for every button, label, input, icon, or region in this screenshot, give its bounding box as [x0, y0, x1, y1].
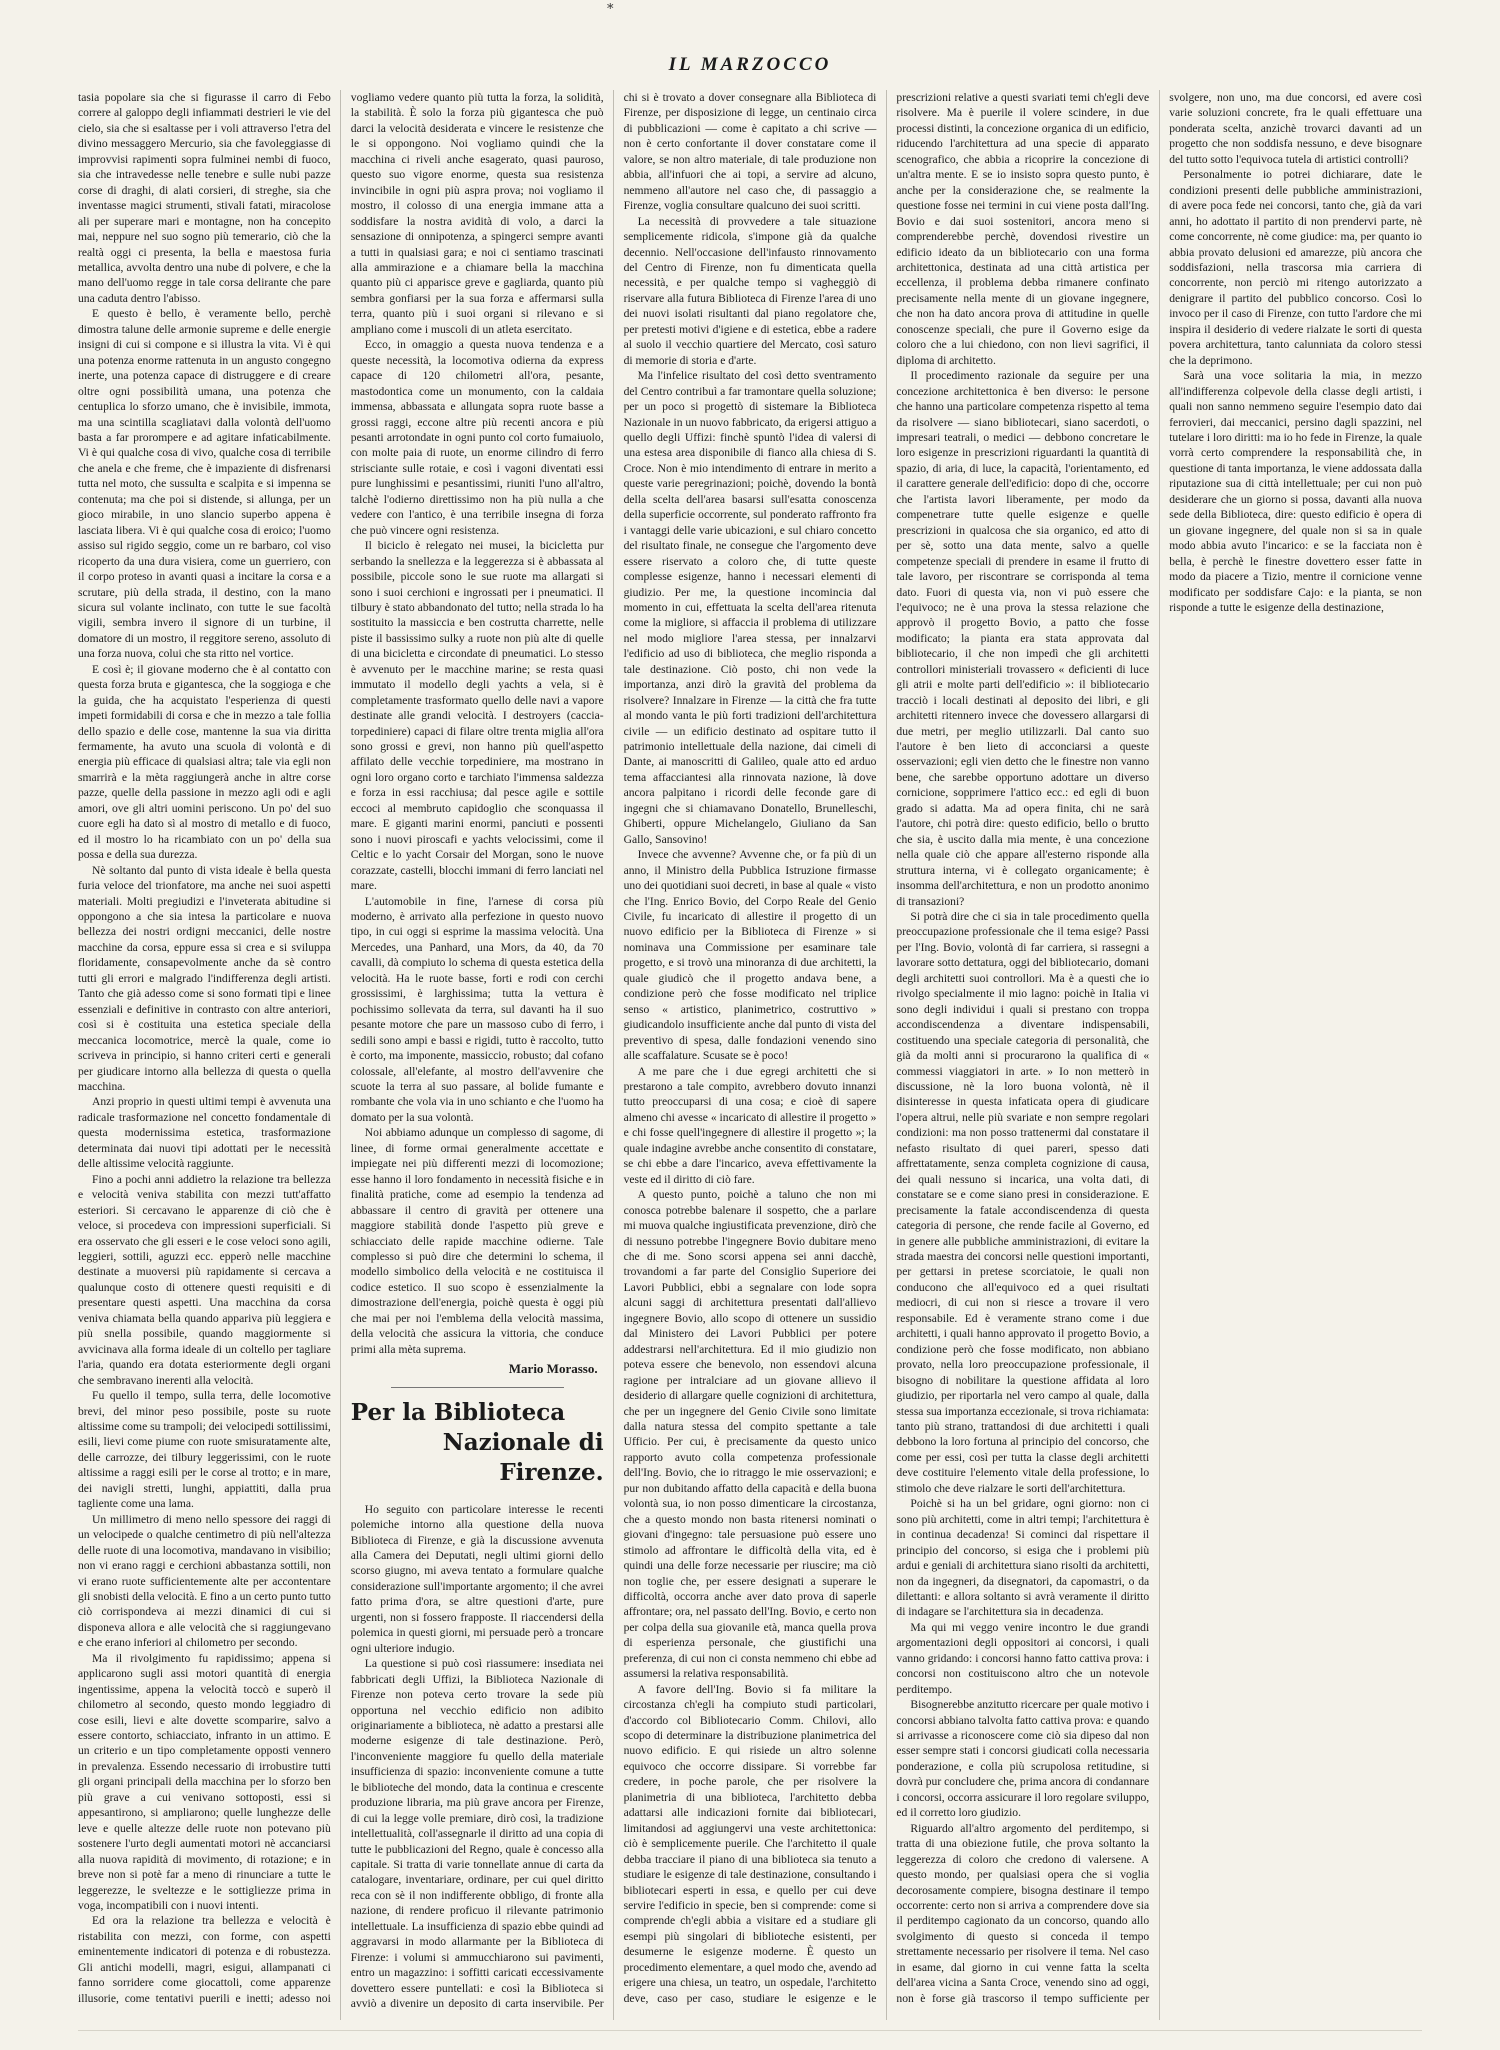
paragraph: Invece che avvenne? Avvenne che, or fa più di un anno, il Ministro della Pubblica Istruzione firmasse uno dei quotidiani suoi decreti, in base al quale « visto che l'Ing. Enrico Bovio, del Corpo Reale del Genio Civile, fu incaricato di allestire il progetto di un nuovo edificio per la Biblioteca di Firenze » si nominava una Commissione per esaminare tale progetto, e si trovò una minoranza di due architetti, la quale giudicò che il progetto andava bene, a condizione però che fosse modificato nel triplice senso « artistico, planimetrico, costruttivo » giudicandolo insufficiente anche dal punto di vista del preventivo di spesa, dalle fondazioni venendo sino alle scaffalature. Scusate se è poco!: [623, 848, 877, 1063]
paragraph: Bisognerebbe anzitutto ricercare per quale motivo i concorsi abbiano talvolta fatto cattiva prova: e quando si arrivasse a riconoscere come ciò sia dipeso dal non esser sempre stati i concorsi giudicati colla necessaria ponderazione, e colla più scrupolosa retitudine, si dovrà pur concludere che, prima ancora di condannare i concorsi, occorra assicurare il loro regolare sviluppo, ed il corretto loro giudizio.: [896, 1698, 1150, 1820]
article-title-line-2: Nazionale di Firenze.: [442, 1428, 604, 1486]
paragraph: Ecco, in omaggio a questa nuova tendenza e a queste necessità, la locomotiva odierna da express capace di 120 chilometri all'ora, pesante, mastodontica come un monumento, con la caldaia immensa, abbassata e allungata sopra ruote basse a grossi raggi, eccone altre più recenti ancora e più pesanti arrotondate in ogni punto col corto fumaiuolo, con molte paia di ruote, un enorme cilindro di ferro strisciante sulle rotaie, e così i vagoni diventati essi pure lunghissimi e pesantissimi, riuniti l'uno all'altro, talchè l'odierno direttissimo non ha più nulla a che vedere con l'antico, è una terribile insegna di forza che può vincere ogni resistenza.: [350, 338, 604, 537]
paragraph: Riguardo all'altro argomento del perditempo, si tratta di una obiezione futile, che prova soltanto la leggerezza di coloro che credono di valersene. A questo mondo, per qualsiasi opera che si voglia decorosamente compiere, bisogna destinare il tempo occorrente: certo non si arriva a comprendere dove sia il perditempo cagionato da un concorso, quando allo svolgimento di questo si conceda il tempo strettamente necessario per risolvere il tema. Nel caso in esame, dal giorno in cui venne fatta la scelta dell'area vicina a Santa Croce, venendo sino ad oggi, non è forse già trascorso il tempo sufficiente per svolgere, non uno, ma due concorsi, ed avere così varie soluzioni concrete, fra le quali effettuare una ponderata scelta, anzichè trovarci davanti ad un progetto che non soddisfa nessuno, e deve bisognare del tutto sotto l'equivoca tutela di artistici controlli?: [896, 91, 1422, 2005]
paragraph: Il procedimento razionale da seguire per una concezione architettonica è ben diverso: le persone che hanno una particolare competenza rispetto al tema da risolvere — siano bibliotecari, siano sacerdoti, o impresari teatrali, o medici — debbono concretare le loro esigenze in prescrizioni riguardanti la quantità di spazio, di aria, di luce, la capacità, l'orientamento, ed il carattere generale dell'edificio: dopo di che, occorre che l'artista lavori liberamente, per modo da compenetrare tutte quelle esigenze e quelle prescrizioni in qualcosa che sia organico, ed atto di per sè, sotto una data mente, salvo a quelle competenze speciali di prendere in esame il frutto di tale lavoro, per riscontrare se corrisponda al tema dato. Fuori di questa via, non vi può essere che l'equivoco; ne è una prova la stessa relazione che approvò il progetto Bovio, a patto che fosse modificato; la pianta era stata approvata dal bibliotecario, il che non impedì che gli architetti controllori ministeriali trovassero « deficienti di luce gli atrii e molte parti dell'edificio »: il bibliotecario tracciò i locali destinati al deposito dei libri, e gli architetti ritennero invece che dovessero allargarsi di due metri, per meglio utilizzarli. Dal canto suo l'autore è ben lieto di acconciarsi a queste osservazioni; egli vien detto che le finestre non vanno bene, che sarebbe opportuno adottare un diverso cornicione, sopprimere l'attico ecc.: ed egli di buon grado si adatta. Ma ad opera finita, chi ne sarà l'autore, chi potrà dire: questo edificio, bello o brutto che sia, è uscito dalla mia mente, è una concezione nella quale ciò che appare all'esterno risponde alla struttura interna, vi è collegato organicamente; è insomma dell'architettura, e non un prodotto anonimo di transazioni?: [896, 369, 1150, 908]
paragraph: Fu quello il tempo, sulla terra, delle locomotive brevi, del minor peso possibile, poste su ruote altissime come su trampoli; dei velocipedi sottilissimi, esili, lievi come piume con ruote smisuratamente alte, delle carrozze, dei tilbury leggerissimi, con le ruote altissime a raggi esili per le corse al trotto; e in mare, dei navigli stretti, lunghi, appiattiti, dalla prua tagliente come una lama.: [78, 1389, 331, 1511]
article-title: [351, 1398, 604, 1488]
paragraph: La necessità di provvedere a tale situazione semplicemente ridicola, s'impone già da qualche decennio. Nell'occasione dell'infausto rinnovamento del Centro di Firenze, non fu dimenticata quella necessità, e per qualche tempo si vagheggiò di riservare alla futura Biblioteca di Firenze l'area di uno dei nuovi isolati risultanti dal piano regolatore che, per pretesti motivi d'igiene e di estetica, ebbe a radere al suolo il vecchio quartiere del Mercato, così saturo di memorie di storia e d'arte.: [623, 214, 877, 367]
article-divider: [391, 1387, 564, 1388]
top-print-mark: *: [607, 2, 614, 17]
article-columns: [78, 90, 1422, 2020]
paragraph: A questo punto, poichè a taluno che non mi conosca potrebbe balenare il sospetto, che a parlare mi muova qualche ingiustificata prevenzione, dirò che di nessuno potrebbe l'ingegnere Bovio dubitare meno che di me. Sono scorsi appena sei anni dacchè, trovandomi a far parte del Consiglio Superiore dei Lavori Pubblici, ebbi a segnalare con lode sopra alcuni saggi di architettura presentati dall'allievo ingegnere Bovio, allo scopo di ottenere un sussidio dal Ministero dei Lavori Pubblici per potere addestrarsi nell'architettura. Ed il mio giudizio non poteva essere che benevolo, non essendovi alcuna ragione per intralciare ad un giovane allievo il desiderio di allargare quelle cognizioni di architettura, che per un ingegnere del Genio Civile sono limitate dalla natura stessa del compito spettante a tale Ufficio. Per cui, è precisamente da questo unico rapporto avuto colla competenza professionale dell'Ing. Bovio, che io ritraggo le mie osservazioni; e pur non dubitando affatto della capacità e della buona volontà sua, io non posso dimenticare la circostanza, che a questo mondo non basta ritenersi nominati o giovani d'ingegno: tale persuasione può essere uno stimolo ad affrontare le difficoltà della vita, ed è quindi una delle forze necessarie per riuscire; ma ciò non toglie che, per essere designati a superare le difficoltà, occorra anche aver dato prova di saperle affrontare; ora, nel passato dell'Ing. Bovio, e certo non per colpa della sua giovanile età, manca quella prova di esperienza personale, che giustifichi una preferenza, di cui non ci consta nemmeno chi ebbe ad assumersi la relativa responsabilità.: [623, 1188, 877, 1681]
bottom-rule: [78, 2030, 1422, 2031]
author-signature: Mario Morasso.: [508, 1361, 598, 1377]
paragraph: Si potrà dire che ci sia in tale procedimento quella preoccupazione professionale che il tema esige? Passi per l'Ing. Bovio, volontà di far carriera, si rassegni a lavorare sotto dettatura, oggi del bibliotecario, domani degli architetti suoi controllori. Ma è a questi che io rivolgo specialmente il mio lagno: poichè in Italia vi sono degli individui i quali si prestano con troppa accondiscendenza a diventare indispensabili, costituendo una speciale categoria di personalità, che già da molti anni si procurarono la qualifica di « commessi viaggiatori in arte. » Io non metterò in discussione, nè la loro buona volontà, nè il disinteresse in questa infaticata opera di giudicare l'opera altrui, nelle più svariate e non sempre regolari condizioni: ma non posso trattenermi dal constatare il nefasto risultato di quei pareri, spesso dati affrettatamente, senza completa cognizione di causa, dei quali nessuno si incarica, una volta dati, di constatare se e come siano presi in considerazione. E precisamente la fatale accondiscendenza di questa categoria di persone, che rende facile al Governo, ed in genere alle pubbliche amministrazioni, di evitare la strada maestra dei concorsi nelle questioni importanti, per gettarsi in pretese scorciatoie, le quali non conducono che all'equivoco ed a quei risultati mediocri, di cui non si riesce a trovare il vero responsabile. Ed è veramente strano come i due architetti, i quali hanno approvato il progetto Bovio, a condizione però che fosse modificato, non abbiano provato, nella loro preoccupazione professionale, il bisogno di nobilitare la questione affidata al loro giudizio, per riportarla nel vero campo al quale, dalla stessa sua importanza eccezionale, si trova richiamata: tanto più strano, trattandosi di due architetti i quali debbono la loro fortuna al principio del concorso, che come per essi, così per tutta la classe degli architetti deve costituire l'elemento vitale della professione, lo stimolo che deve rialzare le sorti dell'architettura.: [896, 910, 1150, 1495]
paragraph: E così è; il giovane moderno che è al contatto con questa forza bruta e gigantesca, che la soggioga e che la guida, che ha acquistato l'esperienza di questi impeti formidabili di corsa e che in mezzo a tale follia dello spazio e delle cose, mantenne la sua via diritta fermamente, ha avuto una scuola di volontà e di energia più efficace di qualsiasi altra; tale via egli non smarrirà e la mèta raggiungerà anche in altre corse pazze, quelle della passione in mezzo agli odi e agli amori, ove gli altri uomini periscono. Un po' del suo cuore egli ha dato sì al mostro di metallo e di fuoco, ed il mostro lo ha ricambiato con un po' della sua possa e della sua durezza.: [78, 662, 331, 862]
paragraph: tasia popolare sia che si figurasse il carro di Febo correre al galoppo degli infiammati destrieri le vie del cielo, sia che si esaltasse per i voli attraverso l'etra del divino messaggero Mercurio, sia che favoleggiasse di improvvisi rapimenti sopra fulminei nembi di fuoco, sia che intravedesse nelle tenebre e sulle nubi pazze corse di draghi, di alati corsieri, di streghe, sia che inventasse magici strumenti, stivali fatati, miracolose ali per superare mari e montagne, non ha concepito mai, neppure nel suo sogno più temerario, ciò che la realtà oggi ci presenta, la bella e maestosa furia metallica, avvolta dentro una nube di polvere, e che la mano dell'uomo regge in tale corsa delirante che pare una caduta dentro l'abisso.: [78, 91, 331, 305]
paragraph: Anzi proprio in questi ultimi tempi è avvenuta una radicale trasformazione nel concetto fondamentale di questa modernissima estetica, trasformazione determinata dai nuovi tipi adottati per le necessità delle altissime velocità raggiunte.: [78, 1095, 331, 1171]
paragraph: Nè soltanto dal punto di vista ideale è bella questa furia veloce del trionfatore, ma anche nei suoi aspetti materiali. Molti pregiudizi e l'inveterata abitudine si oppongono a che sia intesa la particolare e nuova bellezza dei nostri ordigni meccanici, delle nostre macchine da corsa, eppure essa si crea e si sviluppa floridamente, consapevolmente anche da sè contro tutti gli errori e malgrado l'indifferenza degli artisti. Tanto che già adesso come si sono formati tipi e linee essenziali e definitive in contrasto con altre anteriori, così si è costituita una estetica speciale della meccanica locomotrice, mercè la quale, come io scriveva in principio, si hanno criteri certi e generali per giudicare intorno alla bellezza di questa o quella macchina.: [78, 863, 331, 1093]
paragraph: Un millimetro di meno nello spessore dei raggi di un velocipede o qualche centimetro di più nell'altezza delle ruote di una locomotiva, mandavano in visibilio; non vi erano raggi e cerchioni abbastanza sottili, non vi erano ruote sufficientemente alte per accontentare gli snobisti della velocità. E fino a un certo punto tutto ciò corrispondeva ai mezzi dinamici di cui si disponeva allora e alle velocità che si raggiungevano e che erano inferiori al chilometro per secondo.: [78, 1512, 331, 1650]
paragraph: Noi abbiamo adunque un complesso di sagome, di linee, di forme ormai generalmente accettate e impiegate nei più differenti mezzi di locomozione; esse hanno il loro fondamento in necessità fisiche e in finalità pratiche, come ad esempio la tendenza ad abbassare il centro di gravità per ottenere una maggiore stabilità donde l'aspetto più greve e schiacciato delle rapide macchine odierne. Tale complesso si può dire che determini lo schema, il modello simbolico della velocità e ne costituisca il codice estetico. Il suo scopo è essenzialmente la dimostrazione dell'energia, poichè questa è oggi più che mai per noi l'emblema della velocità massima, della velocità che assicura la vittoria, che conduce primi alla mèta suprema.: [350, 1126, 604, 1356]
paragraph: Sarà una voce solitaria la mia, in mezzo all'indifferenza colpevole della classe degli artisti, i quali non sanno nemmeno seguire l'esempio dato dai ferrovieri, dai meccanici, persino dagli spazzini, nel tutelare i loro diritti: ma io ho fede in Firenze, la quale vorrà certo comprendere la responsabilità che, in questione di tanta importanza, le viene addossata dalla riputazione sua di città intellettuale; per cui non può desiderare che un giorno si possa, davanti alla nuova sede della Biblioteca, dire: questo edificio è opera di un giovane ingegnere, del quale non si sa in quale modo abbia avuto l'incarico: e se la facciata non è bella, è perchè le finestre dovettero esser fatte in modo da piacere a Tizio, mentre il cornicione venne modificato per soddisfare Cajo: e la pianta, se non risponde a tutte le esigenze della destinazione,: [1169, 369, 1422, 614]
article-title-line-1: Per la Biblioteca: [350, 1398, 566, 1426]
paragraph: Ma il rivolgimento fu rapidissimo; appena si applicarono sugli assi motori quantità di energia ingentissime, appena la velocità toccò e superò il chilometro al secondo, questo mondo leggiadro di cose esili, lievi e alte dovette scomparire, salvo a essere contorto, schiacciato, infranto in un attimo. E un criterio e un tipo completamente opposti vennero in prevalenza. Essendo necessario di irrobustire tutti gli organi principali della macchina per lo sforzo ben più grave a cui venivano sottoposti, essi si appesantirono, si ampliarono; quelle lunghezze delle leve e quelle altezze delle ruote non potevano più sostenere l'urto degli aumentati motori nè accanciarsi alla nuova rapidità di movimento, di rotazione; e in breve non si potè far a meno di rinunciare a tutte le leggerezze, le sveltezze e le sottigliezze prima in voga, incompatibili con i nuovi intenti.: [78, 1651, 331, 1913]
page-header: IL MARZOCCO: [668, 54, 832, 75]
paragraph: Fino a pochi anni addietro la relazione tra bellezza e velocità veniva stabilita con mezzi tutt'affatto esteriori. Si cercavano le apparenze di ciò che è veloce, si procedeva con impressioni superficiali. Si era osservato che gli esseri e le cose veloci sono agili, leggieri, sottili, aguzzi ecc. epperò nelle macchine destinate a muoversi più rapidamente si cercava a qualunque costo di ottenere questi requisiti e di presentare questi aspetti. Una macchina da corsa veniva chiamata bella quando appariva più leggiera e più snella possibile, quando maggiormente si avvicinava alla forma ideale di un coltello per tagliare l'aria, quando era dotata esteriormente degli organi che sembravano inerenti alla velocità.: [78, 1172, 331, 1387]
paragraph: E questo è bello, è veramente bello, perchè dimostra talune delle armonie supreme e delle energie insigni di cui si compone e si illustra la vita. Vi è qui una potenza enorme rattenuta in un angusto congegno inerte, una potenza capace di distruggere e di creare oltre ogni possibilità umana, una potenza che centuplica lo sforzo umano, che è invisibile, immota, ma una scintilla scagliatavi dalla volontà dell'uomo basta a far prorompere e ad agitare infaticabilmente. Vi è qui qualche cosa di vivo, qualche cosa di terribile che anela e che freme, che è impaziente di disfrenarsi tutta nel moto, che sussulta e scalpita e si impenna se contenuta; ma che poi si distende, si allunga, per un gioco mirabile, in uno slancio superbo appena è lasciata libera. Vi è qui qualche cosa di eroico; l'uomo assiso sul rigido seggio, come un re barbaro, col viso ricoperto da una dura visiera, come un guerriero, con il corpo proteso in avanti quasi a incitare la corsa e a scrutare, più della strada, il destino, con la mano sicura sul volante inclinato, con tutte le sue facoltà vigili, sembra invero il signore di un turbine, il domatore di un mostro, il reggitore sereno, assoluto di una forza nuova, colui che sta ritto nel vortice.: [78, 307, 331, 661]
paragraph: L'automobile in fine, l'arnese di corsa più moderno, è arrivato alla perfezione in questo nuovo tipo, in cui oggi si esprime la massima velocità. Una Mercedes, una Panhard, una Mors, da 40, da 70 cavalli, dà compiuto lo schema di questa estetica della velocità. Ha le ruote basse, forti e rodi con cerchi grossissimi, è larghissima; tutta la vettura è pochissimo sollevata da terra, sul davanti ha il suo pesante motore che pare un massoso cubo di ferro, i sedili sono ampi e bassi e rigidi, tutto è raccolto, tutto è corto, ma imponente, massiccio, robusto; dal cofano colossale, all'elefante, al mostro dell'avvenire che scuote la terra al suo passare, al bolide fumante e rombante che vola via in uno schianto e che l'uomo ha domato per la sua volontà.: [350, 894, 604, 1124]
paragraph: A me pare che i due egregi architetti che si prestarono a tale compito, avrebbero dovuto innanzi tutto preoccuparsi di una cosa; e cioè di sapere almeno chi avesse « incaricato di allestire il progetto » e chi fosse quell'ingegnere di allestire il progetto »; la quale indagine avrebbe anche consentito di constatare, se chi ebbe a dare l'incarico, aveva effettivamente la veste ed il diritto di ciò fare.: [623, 1064, 877, 1186]
paragraph: Ma qui mi veggo venire incontro le due grandi argomentazioni degli oppositori ai concorsi, i quali vanno gridando: i concorsi hanno fatto cattiva prova: i concorsi non costituiscono altro che un notevole perditempo.: [896, 1620, 1150, 1696]
paragraph: Ma l'infelice risultato del così detto sventramento del Centro contribuì a far tramontare quella soluzione; per un poco si progettò di sistemare la Biblioteca Nazionale in un nuovo fabbricato, da erigersi attiguo a quello degli Uffizi: finchè spuntò l'idea di valersi di una estesa area disponibile di fianco alla chiesa di S. Croce. Non è mio intendimento di entrare in merito a queste varie peregrinazioni; poichè, dovendo la bontà della scelta dell'area basarsi sull'esatta conoscenza della superficie occorrente, sul ponderato raffronto fra i vantaggi delle varie ubicazioni, e sul chiaro concetto del risultato finale, ne consegue che l'argomento deve essere riservato a coloro che, di tutte queste complesse esigenze, hanno i necessari elementi di giudizio. Per me, la questione incomincia dal momento in cui, effettuata la scelta dell'area ritenuta come la migliore, si affaccia il problema di utilizzare nel modo migliore l'area stessa, per innalzarvi l'edificio ad uso di biblioteca, che meglio risponda a tale destinazione. Ciò posto, chi non vede la importanza, anzi dirò la gravità del problema da risolvere? Innalzare in Firenze — la città che fra tutte al mondo vanta le più forti tradizioni dell'architettura civile — un edificio destinato ad ospitare tutto il patrimonio intellettuale della nazione, dai cimeli di Dante, ai manoscritti di Galileo, quale atto ed arduo tema affacciantesi alla rinnovata nazione, là dove ancora palpitano i ricordi delle feconde gare di ingegni che si chiamavano Donatello, Brunelleschi, Ghiberti, oppure Michelangelo, Giuliano da San Gallo, Sansovino!: [623, 369, 877, 846]
paragraph: La questione si può così riassumere: insediata nei fabbricati degli Uffizi, la Biblioteca Nazionale di Firenze non poteva certo trovare la sede più opportuna nel vecchio edificio non adibito originariamente a biblioteca, nè adatto a prestarsi alle moderne esigenze di tale destinazione. Però, l'inconveniente maggiore fu quello della materiale insufficienza di spazio: inconveniente comune a tutte le biblioteche del mondo, data la continua e crescente produzione libraria, ma più grave ancora per Firenze, di cui la legge volle premiare, dirò così, la tradizione intellettualità, coll'assegnarle il diritto ad una copia di tutte le pubblicazioni del Regno, quale è concesso alla capitale. Si tratta di varie tonnellate annue di carta da catalogare, inventariare, ordinare, per cui quel diritto reca con sè il non indifferente obbligo, di fronte alla nazione, di rendere proficuo il rilevante patrimonio intellettuale. La insufficienza di spazio ebbe quindi ad aggravarsi in modo allarmante per la Biblioteca di Firenze: i volumi si ammucchiarono sui pavimenti, entro un magazzino: i soffitti caricati eccessivamente dovettero essere puntellati: e così la Biblioteca si avviò a divenire un deposito di carta inservibile. Per chi si è trovato a dover consegnare alla Biblioteca di Firenze, per disposizione di legge, un centinaio circa di pubblicazioni — come è capitato a chi scrive — non è certo confortante il dover constatare come il valore, se non altro materiale, di tale produzione non abbia, all'infuori che ai topi, a servire ad alcuno, nemmeno all'autore nel caso che, di passaggio a Firenze, voglia consultare qualcuno dei suoi scritti.: [350, 91, 877, 2011]
paragraph: Personalmente io potrei dichiarare, date le condizioni presenti delle pubbliche amministrazioni, di avere poca fede nei concorsi, tanto che, già da vari anni, ho adottato il partito di non prendervi parte, nè come concorrente, nè come giudice: ma, per quanto io abbia provato delusioni ed amarezze, più ancora che soddisfazioni, nella trascorsa mia carriera di concorrente, non perciò mi ritengo autorizzato a denigrare il partito del pubblico concorso. Così lo invoco per il caso di Firenze, con tutto l'ardore che mi inspira il desiderio di vedere rialzate le sorti di questa povera architettura, tanto calunniata da coloro stessi che la deprimono.: [1169, 168, 1422, 367]
paragraph: Poichè si ha un bel gridare, ogni giorno: non ci sono più architetti, come in altri tempi; l'architettura è in continua decadenza! Si cominci dal rispettare il principio del concorso, si esiga che i problemi più ardui e geniali di architettura siano risolti da architetti, non da ingegneri, da disegnatori, da capomastri, o da dilettanti: e allora soltanto si avrà veramente il diritto di indagare se l'architettura sia in decadenza.: [896, 1497, 1150, 1619]
paragraph: Ed ora la relazione tra bellezza e velocità è ristabilita con mezzi, con forme, con aspetti eminentemente indicatori di potenza e di robustezza. Gli antichi modelli, magri, esigui, allampanati ci fanno sorridere come giocattoli, come apparenze illusorie, come tentativi puerili e inetti; adesso noi vogliamo vedere quanto più tutta la forza, la solidità, la stabilità. È solo la forza più gigantesca che può darci la velocità desiderata e vincere le resistenze che le si oppongono. Noi vogliamo quindi che la macchina ci riveli anche esagerato, quasi pauroso, questo suo vigore enorme, questa sua resistenza invincibile in ogni più aspra prova; noi vogliamo il mostro, il colosso di una energia immane atta a soddisfare la nostra avidità di volo, a darci la sensazione di onnipotenza, a spingerci sempre avanti a tutti in qualsiasi gara; e noi ci sentiamo trascinati alla ammirazione e a chiamare bella la macchina quanto più ci apparisce greve e gagliarda, quanto più sembra gonfiarsi per la sua forza e affermarsi sulla terra, quanto più i suoi organi si rilevano e si ampliano come i muscoli di un atleta esercitato.: [78, 91, 604, 2005]
paragraph: A favore dell'Ing. Bovio si fa militare la circostanza ch'egli ha compiuto studi particolari, d'accordo col Bibliotecario Comm. Chilovi, allo scopo di determinare la distribuzione planimetrica del nuovo edificio. E qui risiede un altro solenne equivoco che occorre dissipare. Si vorrebbe far credere, in poche parole, che per risolvere la planimetria di una biblioteca, l'architetto debba adattarsi alle indicazioni fornite dai bibliotecari, limitandosi ad aggiungervi una veste architettonica: ciò è semplicemente puerile. Che l'architetto il quale debba tracciare il piano di una biblioteca sia tenuto a studiare le esigenze di tale destinazione, consultando i bibliotecari esperti in essa, e quello per cui deve servire l'edificio in specie, ben si comprende: come si comprende ch'egli abbia a visitare ed a studiare gli esempi più singolari di biblioteche esistenti, per desumerne le esigenze moderne. È questo un procedimento elementare, a quel modo che, avendo ad erigere una chiesa, un teatro, un ospedale, l'architetto deve, caso per caso, studiare le esigenze e le prescrizioni relative a questi svariati temi ch'egli deve risolvere. Ma è puerile il volere scindere, in due processi distinti, la concezione organica di un edificio, riducendo l'architettura ad una specie di apparato scenografico, che abbia a ricoprire la concezione di un'altra mente. E se io insisto sopra questo punto, è anche per la considerazione che, se realmente la questione fosse nei termini in cui viene posta dall'Ing. Bovio e dai suoi sostenitori, ancora meno si comprenderebbe perchè, dovendosi rivestire un edificio ideato da un bibliotecario con una forma architettonica, destinata ad una città artistica per eccellenza, il problema debba rimanere confinato precisamente nella mente di un giovane ingegnere, che non ha dato ancora prova di attitudine in quelle conoscenze speciali, che pure il Governo esige da coloro che a lui chiedono, con non lievi sagrifici, il diploma di architetto.: [623, 91, 1150, 2005]
paragraph: Ho seguito con particolare interesse le recenti polemiche intorno alla questione della nuova Biblioteca di Firenze, e già la discussione avvenuta alla Camera dei Deputati, negli ultimi giorni dello scorso giugno, mi aveva tentato a formulare qualche considerazione sull'importante argomento; il che avrei fatto prima d'ora, se altre questioni d'arte, pure urgenti, non si fossero frapposte. Il riaccendersi della polemica in questi giorni, mi persuade però a troncare ogni ulteriore indugio.: [350, 1502, 604, 1655]
paragraph: Il biciclo è relegato nei musei, la bicicletta pur serbando la snellezza e la leggerezza si è abbassata al possibile, piccole sono le sue ruote ma allargati si sono i suoi cerchioni e ingrossati per i pneumatici. Il tilbury è stato abbandonato del tutto; nella strada lo ha sostituito la massiccia e ben costrutta charrette, nelle piste il bassissimo sulky a ruote non più alte di quelle di una bicicletta e circondate di pneumatici. Lo stesso è avvenuto per le macchine marine; se resta quasi immutato il modello degli yachts a vela, si è completamente trasformato quello delle navi a vapore destinate alle grandi velocità. I destroyers (caccia-torpediniere) capaci di filare oltre trenta miglia all'ora sono grossi e grevi, non hanno più quell'aspetto affilato delle vecchie torpediniere, ma mostrano in ogni loro organo corto e tarchiato l'immensa saldezza e forza in essi racchiusa; dal pesce agile e sottile eccoci al membruto capidoglio che sconquassa il mare. E giganti marini enormi, panciuti e possenti sono i nuovi piroscafi e yachts velocissimi, come il Celtic e lo yacht Corsair del Morgan, sono le nuove corazzate, castelli, blocchi immani di ferro lanciati nel mare.: [350, 539, 604, 893]
